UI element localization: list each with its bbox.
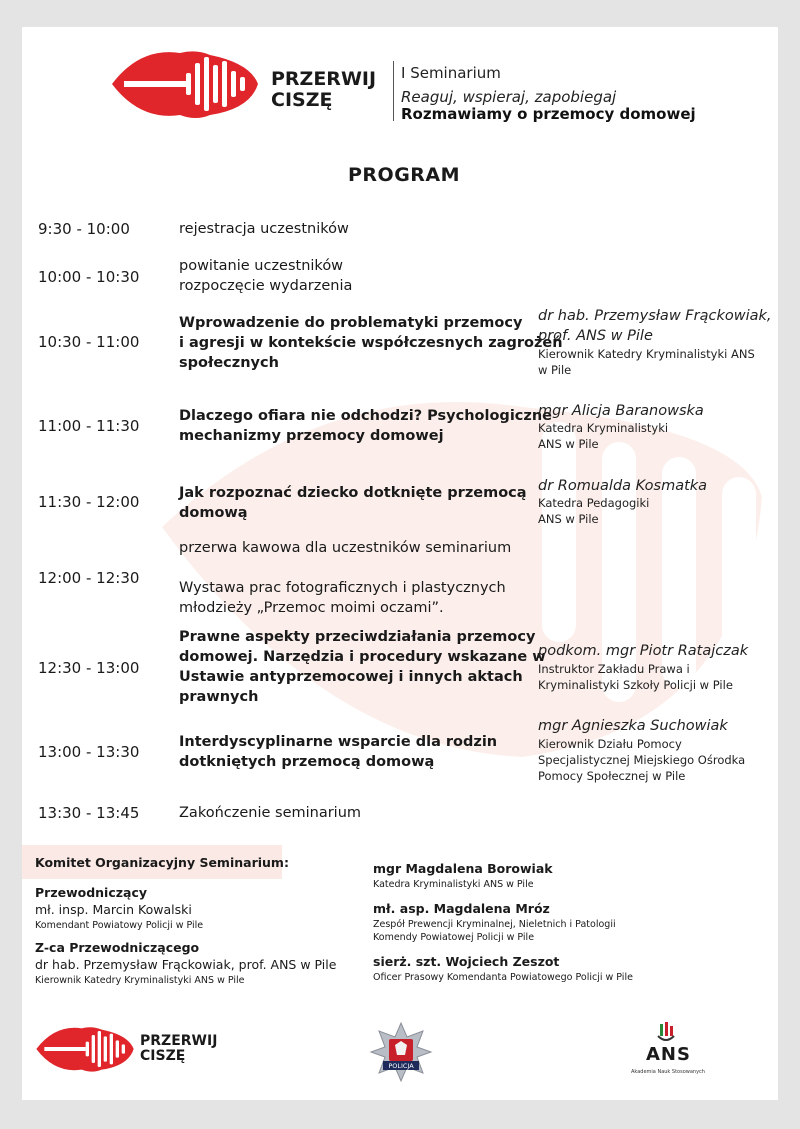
- police-badge-icon: [369, 1021, 433, 1083]
- program-time: 10:30 - 11:00: [38, 333, 140, 351]
- program-time: 12:00 - 12:30: [38, 569, 140, 587]
- program-time: 11:30 - 12:00: [38, 493, 140, 511]
- seminar-label: I Seminarium: [401, 64, 501, 82]
- committee-role: Z-ca Przewodniczącego: [35, 940, 200, 955]
- program-time: 9:30 - 10:00: [38, 220, 130, 238]
- program-description: przerwa kawowa dla uczestników seminarium: [179, 540, 512, 556]
- committee-heading: Komitet Organizacyjny Seminarium:: [35, 855, 289, 870]
- program-description: Zakończenie seminarium: [179, 805, 362, 821]
- speaker-name: dr Romualda Kosmatka: [538, 478, 708, 494]
- footer-lips-logo-icon: [35, 1023, 135, 1075]
- committee-member-name: sierż. szt. Wojciech Zeszot: [373, 954, 560, 969]
- speaker-name: podkom. mgr Piotr Ratajczak: [538, 643, 749, 659]
- committee-member-name: dr hab. Przemysław Frąckowiak, prof. ANS w Pile: [35, 957, 337, 972]
- program-description: rejestracja uczestników: [179, 221, 349, 237]
- speaker-name: dr hab. Przemysław Frąckowiak, prof. ANS w Pile: [538, 308, 772, 344]
- seminar-slogan: Reaguj, wspieraj, zapobiegaj: [401, 88, 617, 106]
- ans-label: ANS: [646, 1044, 691, 1065]
- committee-member-affiliation: Zespół Prewencji Kryminalnej, Nieletnich i Patologii: [373, 919, 616, 930]
- program-time: 10:00 - 10:30: [38, 268, 140, 286]
- committee-left: [35, 885, 336, 987]
- committee-role: Przewodniczący: [35, 885, 148, 900]
- header-divider: [393, 61, 394, 121]
- ans-subtitle: Akademia Nauk Stosowanych: [631, 1069, 705, 1075]
- committee-member-affiliation: Oficer Prasowy Komendanta Powiatowego Policji w Pile: [373, 972, 633, 983]
- seminar-poster: [22, 27, 778, 1100]
- committee-member-name: mł. asp. Magdalena Mróz: [373, 901, 550, 916]
- committee-member-affiliation: Komendant Powiatowy Policji w Pile: [35, 920, 204, 931]
- committee-member-name: mł. insp. Marcin Kowalski: [35, 902, 192, 917]
- program-time: 13:30 - 13:45: [38, 804, 140, 822]
- committee-right: [373, 861, 633, 984]
- speaker-affiliation: Katedra Kryminalistyki ANS w Pile: [538, 421, 669, 451]
- speaker-name: mgr Alicja Baranowska: [538, 403, 704, 419]
- speaker-affiliation: Katedra Pedagogiki ANS w Pile: [538, 496, 650, 526]
- speaker-affiliation: Kierownik Działu Pomocy Specjalistycznej Miejskiego Ośrodka Pomocy Społecznej w Pile: [538, 737, 746, 783]
- footer-brand-name: PRZERWIJ CISZĘ: [140, 1033, 218, 1065]
- program-description: Jak rozpoznać dziecko dotknięte przemocą domową: [179, 485, 527, 521]
- police-label: POLICJA: [388, 1062, 414, 1070]
- brand-name: [271, 69, 376, 111]
- brand-line2: CISZĘ: [271, 88, 333, 111]
- speaker-affiliation: Instruktor Zakładu Prawa i Kryminalistyki Szkoły Policji w Pile: [538, 662, 733, 692]
- brand-line1: PRZERWIJ: [271, 68, 377, 90]
- program-description: Interdyscyplinarne wsparcie dla rodzin dotkniętych przemocą domową: [179, 734, 498, 770]
- committee-member-affiliation: Kierownik Katedry Kryminalistyki ANS w Pile: [35, 975, 245, 986]
- program-title: PROGRAM: [348, 164, 461, 186]
- program-time: 11:00 - 11:30: [38, 417, 140, 435]
- exhibition-description: Wystawa prac fotograficznych i plastycznych młodzieży „Przemoc moimi oczami”.: [179, 580, 506, 616]
- program-time: 12:30 - 13:00: [38, 659, 140, 677]
- speaker-name: mgr Agnieszka Suchowiak: [538, 718, 728, 734]
- committee-member-name: mgr Magdalena Borowiak: [373, 861, 553, 876]
- program-description: Prawne aspekty przeciwdziałania przemocy domowej. Narzędzia i procedury wskazane w Ustawie antyprzemocowej i innych aktach prawnych: [179, 629, 546, 705]
- lips-logo-icon: [110, 45, 260, 123]
- speaker-affiliation: Kierownik Katedry Kryminalistyki ANS w Pile: [538, 347, 755, 377]
- program-time: 13:00 - 13:30: [38, 743, 140, 761]
- committee-member-affiliation: Komendy Powiatowej Policji w Pile: [373, 932, 535, 943]
- program-description: Wprowadzenie do problematyki przemocy i agresji w kontekście współczesnych zagrożeń społecznych: [179, 315, 563, 371]
- committee-member-affiliation: Katedra Kryminalistyki ANS w Pile: [373, 879, 534, 890]
- seminar-topic: Rozmawiamy o przemocy domowej: [401, 105, 696, 123]
- program-description: Dlaczego ofiara nie odchodzi? Psychologiczne mechanizmy przemocy domowej: [179, 408, 552, 444]
- program-description: powitanie uczestników rozpoczęcie wydarzenia: [179, 258, 353, 294]
